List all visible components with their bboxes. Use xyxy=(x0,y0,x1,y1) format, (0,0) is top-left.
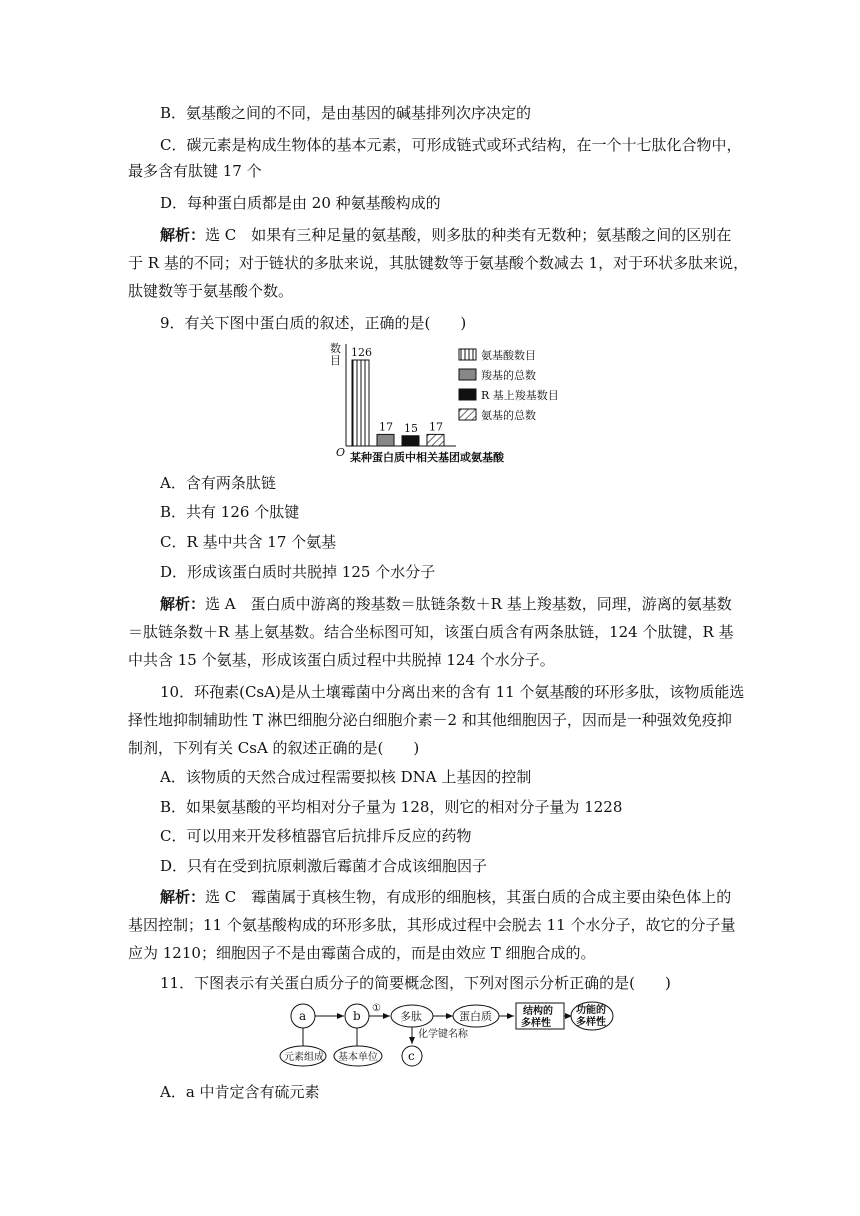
analysis-text: 霉菌属于真核生物，有成形的细胞核，其蛋白质的合成主要由染色体上的 xyxy=(251,888,732,906)
analysis-10 xyxy=(160,887,731,907)
svg-text:多肽: 多肽 xyxy=(400,1010,422,1023)
x-axis-label: 某种蛋白质中相关基团或氨基酸 xyxy=(350,451,504,464)
analysis-label: 解析： xyxy=(160,226,206,244)
analysis-8-line2: 于 R 基的不同；对于链状的多肽来说，其肽键数等于氨基酸个数减去 1，对于环状多肽来说， xyxy=(128,254,749,272)
answer-choice: 选 C xyxy=(205,226,237,244)
analysis-9-line2: ＝肽链条数＋R 基上氨基数。结合坐标图可知，该蛋白质含有两条肽链，124 个肽键，R 基 xyxy=(128,623,734,641)
analysis-label: 解析： xyxy=(160,595,206,613)
y-label-1: 数 xyxy=(330,342,341,355)
svg-text:a: a xyxy=(299,1009,307,1023)
svg-text:b: b xyxy=(353,1009,361,1023)
bars xyxy=(351,346,444,446)
legend-label: R 基上羧基数目 xyxy=(481,389,559,402)
option-8b: B．氨基酸之间的不同，是由基因的碱基排列次序决定的 xyxy=(160,104,532,122)
option-8d: D．每种蛋白质都是由 20 种氨基酸构成的 xyxy=(160,194,441,212)
legend-label: 羧基的总数 xyxy=(481,369,536,382)
option-8c-cont: 最多含有肽键 17 个 xyxy=(128,162,262,180)
bar xyxy=(377,434,394,446)
bar xyxy=(402,436,419,446)
option-10c: C．可以用来开发移植器官后抗排斥反应的药物 xyxy=(160,827,472,845)
analysis-10-line2: 基因控制；11 个氨基酸构成的环形多肽，其形成过程中会脱去 11 个水分子，故它的分子量 xyxy=(128,916,736,934)
question-10-line3: 制剂，下列有关 CsA 的叙述正确的是( ) xyxy=(128,739,420,757)
y-label-2: 目 xyxy=(330,354,341,367)
analysis-8-line3: 肽键数等于氨基酸个数。 xyxy=(128,282,294,300)
svg-text:基本单位: 基本单位 xyxy=(338,1052,378,1063)
option-10b: B．如果氨基酸的平均相对分子量为 128，则它的相对分子量为 1228 xyxy=(160,798,623,816)
option-10a: A．该物质的天然合成过程需要拟核 DNA 上基因的控制 xyxy=(160,768,532,786)
svg-text:①: ① xyxy=(372,1003,381,1014)
question-10-line2: 择性地抑制辅助性 T 淋巴细胞分泌白细胞介素－2 和其他细胞因子，因而是一种强效免疫抑 xyxy=(128,711,732,729)
question-11: 11．下图表示有关蛋白质分子的简要概念图，下列对图示分析正确的是( ) xyxy=(160,974,671,992)
analysis-10-line3: 应为 1210；细胞因子不是由霉菌合成的，而是由效应 T 细胞合成的。 xyxy=(128,944,596,962)
option-9c: C．R 基中共含 17 个氨基 xyxy=(160,533,337,551)
bar xyxy=(352,360,369,446)
legend-swatch xyxy=(459,349,476,360)
option-8c: C．碳元素是构成生物体的基本元素，可形成链式或环式结构，在一个十七肽化合物中， xyxy=(160,136,742,154)
option-11a: A．a 中肯定含有硫元素 xyxy=(160,1083,320,1101)
bar xyxy=(427,434,444,446)
analysis-8 xyxy=(160,225,731,245)
analysis-text: 如果有三种足量的氨基酸，则多肽的种类有无数种；氨基酸之间的区别在 xyxy=(251,226,732,244)
origin-label: O xyxy=(336,446,346,459)
bar-value-label: 17 xyxy=(429,420,443,434)
legend-swatch xyxy=(459,389,476,400)
svg-text:蛋白质: 蛋白质 xyxy=(459,1010,492,1023)
option-9b: B．共有 126 个肽键 xyxy=(160,503,300,521)
svg-text:结构的: 结构的 xyxy=(523,1006,553,1017)
option-9d: D．形成该蛋白质时共脱掉 125 个水分子 xyxy=(160,563,436,581)
analysis-9 xyxy=(160,594,732,614)
concept-diagram xyxy=(276,1000,616,1072)
legend xyxy=(459,348,559,422)
analysis-text: 蛋白质中游离的羧基数＝肽链条数＋R 基上羧基数，同理，游离的氨基数 xyxy=(250,595,732,613)
option-9a: A．含有两条肽链 xyxy=(160,474,276,492)
svg-text:c: c xyxy=(408,1049,415,1063)
answer-choice: 选 C xyxy=(205,888,237,906)
legend-swatch xyxy=(459,409,476,420)
answer-choice: 选 A xyxy=(205,595,236,613)
question-9: 9．有关下图中蛋白质的叙述，正确的是( ) xyxy=(160,314,467,332)
bar-chart xyxy=(320,338,580,468)
legend-label: 氨基的总数 xyxy=(481,409,536,422)
option-10d: D．只有在受到抗原刺激后霉菌才合成该细胞因子 xyxy=(160,857,488,875)
bar-value-label: 126 xyxy=(351,346,372,359)
analysis-label: 解析： xyxy=(160,888,206,906)
svg-text:元素组成: 元素组成 xyxy=(284,1052,324,1063)
svg-text:化学键名称: 化学键名称 xyxy=(418,1029,468,1040)
bar-value-label: 15 xyxy=(404,421,418,435)
bar-value-label: 17 xyxy=(379,420,393,434)
svg-text:多样性: 多样性 xyxy=(521,1018,551,1029)
legend-swatch xyxy=(459,369,476,380)
svg-text:功能的: 功能的 xyxy=(576,1005,606,1016)
analysis-9-line3: 中共含 15 个氨基，形成该蛋白质过程中共脱掉 124 个水分子。 xyxy=(128,651,555,669)
legend-label: 氨基酸数目 xyxy=(481,349,536,362)
svg-text:多样性: 多样性 xyxy=(576,1017,606,1028)
question-10: 10．环孢素(CsA)是从土壤霉菌中分离出来的含有 11 个氨基酸的环形多肽，该物质能选 xyxy=(160,683,745,701)
